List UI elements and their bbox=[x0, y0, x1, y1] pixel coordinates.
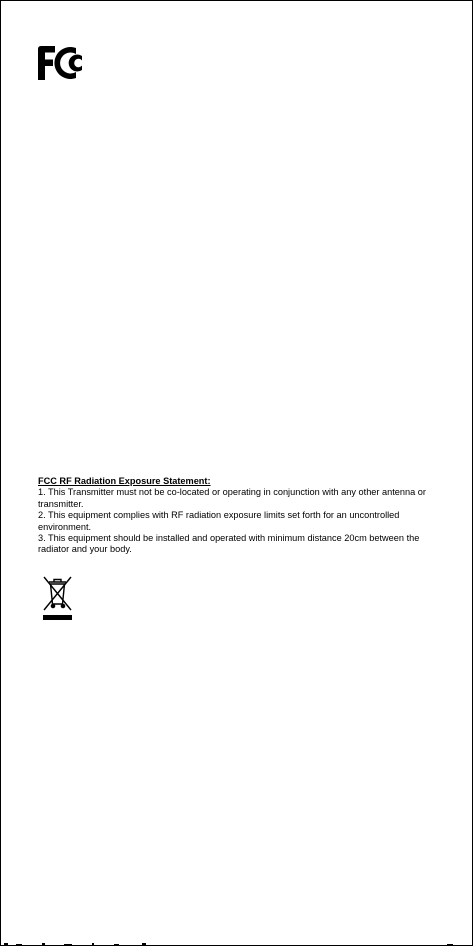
weee-bin-icon bbox=[41, 574, 74, 622]
rf-exposure-statement bbox=[38, 476, 443, 556]
statement-item-2: 2. This equipment complies with RF radiation exposure limits set forth for an uncontrolled environment. bbox=[38, 510, 400, 532]
fcc-logo-icon bbox=[38, 46, 84, 80]
statement-item-3: 3. This equipment should be installed and operated with minimum distance 20cm between the radiator and your body. bbox=[38, 533, 420, 555]
statement-item-1: 1. This Transmitter must not be co-located or operating in conjunction with any other antenna or transmitter. bbox=[38, 487, 426, 509]
statement-title: FCC RF Radiation Exposure Statement: bbox=[38, 476, 211, 486]
bottom-edge-marks bbox=[2, 940, 473, 946]
